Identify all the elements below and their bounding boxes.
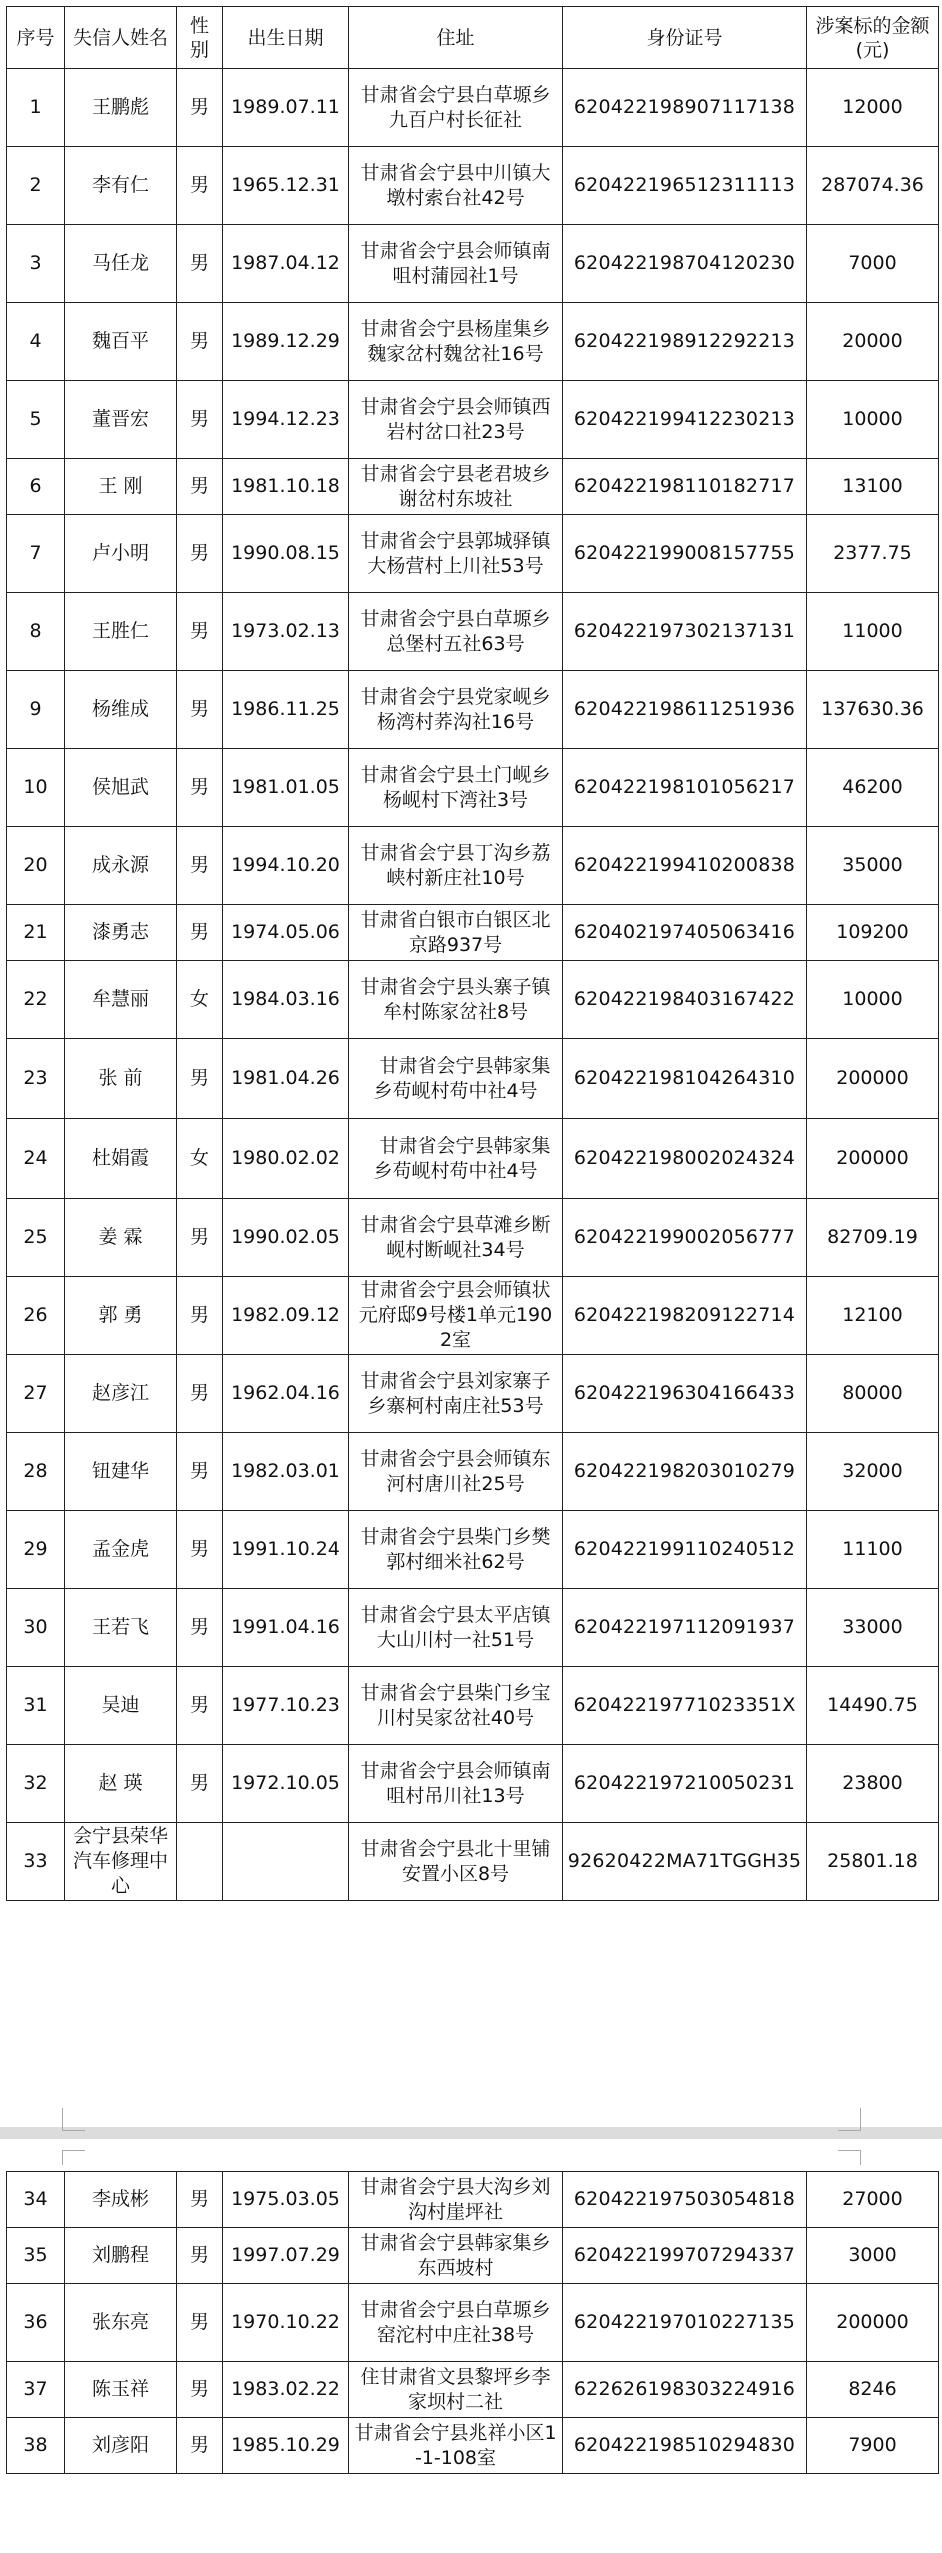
- cell-sex: 男: [177, 381, 223, 459]
- cell-no: 6: [7, 459, 65, 515]
- cell-address: 甘肃省会宁县韩家集乡苟岘村苟中社4号: [349, 1039, 563, 1119]
- cell-name: 漆勇志: [65, 905, 177, 961]
- cell-no: 31: [7, 1667, 65, 1745]
- cell-amount: 80000: [807, 1355, 939, 1433]
- cell-sex: 男: [177, 671, 223, 749]
- table-row: [7, 1745, 939, 1823]
- cell-sex: 男: [177, 593, 223, 671]
- cell-amount: 23800: [807, 1745, 939, 1823]
- table-row: [7, 147, 939, 225]
- cell-dob: 1987.04.12: [223, 225, 349, 303]
- cell-no: 10: [7, 749, 65, 827]
- cell-address: 甘肃省会宁县韩家集乡苟岘村苟中社4号: [349, 1119, 563, 1199]
- cell-name: 张东亮: [65, 2284, 177, 2362]
- table-row: [7, 905, 939, 961]
- cell-no: 38: [7, 2418, 65, 2474]
- cell-dob: 1994.12.23: [223, 381, 349, 459]
- cell-name: 杜娟霞: [65, 1119, 177, 1199]
- cell-no: 32: [7, 1745, 65, 1823]
- cell-id: 620422199412230213: [563, 381, 807, 459]
- table-row: [7, 1433, 939, 1511]
- cell-amount: 200000: [807, 1039, 939, 1119]
- cell-dob: 1994.10.20: [223, 827, 349, 905]
- cell-id: 622626198303224916: [563, 2362, 807, 2418]
- cell-no: 7: [7, 515, 65, 593]
- cell-address: 甘肃省会宁县刘家寨子乡寨柯村南庄社53号: [349, 1355, 563, 1433]
- cell-address: 甘肃省会宁县白草塬乡九百户村长征社: [349, 69, 563, 147]
- cell-no: 37: [7, 2362, 65, 2418]
- cell-no: 29: [7, 1511, 65, 1589]
- cell-no: 36: [7, 2284, 65, 2362]
- table-row: [7, 2284, 939, 2362]
- cell-id: 620422197112091937: [563, 1589, 807, 1667]
- table-row: [7, 1667, 939, 1745]
- table-row: [7, 1039, 939, 1119]
- debtor-table-page-2: [6, 2171, 939, 2474]
- cell-sex: 男: [177, 827, 223, 905]
- cell-amount: 11100: [807, 1511, 939, 1589]
- cell-address: 甘肃省会宁县党家岘乡杨湾村荞沟社16号: [349, 671, 563, 749]
- table-row: [7, 671, 939, 749]
- cell-name: 王胜仁: [65, 593, 177, 671]
- cell-sex: 男: [177, 1511, 223, 1589]
- table-row: [7, 459, 939, 515]
- table-row: [7, 1355, 939, 1433]
- table-row: [7, 2228, 939, 2284]
- table-row: [7, 2418, 939, 2474]
- cell-amount: 12000: [807, 69, 939, 147]
- cell-dob: 1982.03.01: [223, 1433, 349, 1511]
- cell-amount: 12100: [807, 1277, 939, 1355]
- cell-no: 30: [7, 1589, 65, 1667]
- cell-address: 甘肃省会宁县会师镇南咀村蒲园社1号: [349, 225, 563, 303]
- table-row: [7, 1823, 939, 1901]
- cell-sex: 男: [177, 2362, 223, 2418]
- cell-address: 甘肃省会宁县老君坡乡谢岔村东坡社: [349, 459, 563, 515]
- cell-dob: 1962.04.16: [223, 1355, 349, 1433]
- header-row: [7, 7, 939, 69]
- cell-amount: 7000: [807, 225, 939, 303]
- table-row: [7, 225, 939, 303]
- cell-dob: 1973.02.13: [223, 593, 349, 671]
- cell-dob: 1981.04.26: [223, 1039, 349, 1119]
- cell-id: 620422198104264310: [563, 1039, 807, 1119]
- cell-id: 620422197010227135: [563, 2284, 807, 2362]
- cell-id: 620422198203010279: [563, 1433, 807, 1511]
- table-row: [7, 1199, 939, 1277]
- cell-sex: 男: [177, 515, 223, 593]
- cell-dob: 1982.09.12: [223, 1277, 349, 1355]
- cell-address: 甘肃省会宁县草滩乡断岘村断岘社34号: [349, 1199, 563, 1277]
- cell-dob: 1984.03.16: [223, 961, 349, 1039]
- header-name: 失信人姓名: [65, 7, 177, 69]
- cell-sex: 男: [177, 1039, 223, 1119]
- cell-sex: 男: [177, 1745, 223, 1823]
- cell-sex: 女: [177, 1119, 223, 1199]
- cell-address: 甘肃省会宁县会师镇西岩村岔口社23号: [349, 381, 563, 459]
- cell-dob: 1985.10.29: [223, 2418, 349, 2474]
- cell-id: 620422198912292213: [563, 303, 807, 381]
- cell-amount: 32000: [807, 1433, 939, 1511]
- cell-name: 张 前: [65, 1039, 177, 1119]
- cell-sex: 男: [177, 1355, 223, 1433]
- header-dob: 出生日期: [223, 7, 349, 69]
- cell-address: 甘肃省会宁县会师镇状元府邸9号楼1单元1902室: [349, 1277, 563, 1355]
- cell-dob: 1986.11.25: [223, 671, 349, 749]
- cell-amount: 13100: [807, 459, 939, 515]
- cell-no: 4: [7, 303, 65, 381]
- cell-name: 刘彦阳: [65, 2418, 177, 2474]
- cell-name: 杨维成: [65, 671, 177, 749]
- cell-sex: [177, 1823, 223, 1901]
- table-row: [7, 1589, 939, 1667]
- cell-id: 620422199002056777: [563, 1199, 807, 1277]
- cell-dob: 1989.12.29: [223, 303, 349, 381]
- cell-sex: 男: [177, 749, 223, 827]
- cell-id: 620422198510294830: [563, 2418, 807, 2474]
- cell-name: 马任龙: [65, 225, 177, 303]
- cell-amount: 3000: [807, 2228, 939, 2284]
- cell-no: 26: [7, 1277, 65, 1355]
- cell-amount: 200000: [807, 2284, 939, 2362]
- cell-no: 28: [7, 1433, 65, 1511]
- cell-id: 620422198907117138: [563, 69, 807, 147]
- cell-sex: 男: [177, 225, 223, 303]
- cell-id: 62042219771023351X: [563, 1667, 807, 1745]
- cell-id: 620422199410200838: [563, 827, 807, 905]
- cell-name: 成永源: [65, 827, 177, 905]
- cell-no: 23: [7, 1039, 65, 1119]
- cell-address: 甘肃省会宁县柴门乡樊郭村细米社62号: [349, 1511, 563, 1589]
- cell-no: 8: [7, 593, 65, 671]
- cell-address: 甘肃省会宁县太平店镇大山川村一社51号: [349, 1589, 563, 1667]
- cell-id: 620422198002024324: [563, 1119, 807, 1199]
- cell-sex: 男: [177, 1277, 223, 1355]
- cell-address: 甘肃省会宁县兆祥小区1-1-108室: [349, 2418, 563, 2474]
- cell-sex: 女: [177, 961, 223, 1039]
- cell-id: 620422198101056217: [563, 749, 807, 827]
- cell-id: 620422196512311113: [563, 147, 807, 225]
- cell-id: 620422197210050231: [563, 1745, 807, 1823]
- cell-address: 甘肃省会宁县头寨子镇牟村陈家岔社8号: [349, 961, 563, 1039]
- cell-id: 92620422MA71TGGH35: [563, 1823, 807, 1901]
- header-no: 序号: [7, 7, 65, 69]
- cell-sex: 男: [177, 303, 223, 381]
- cell-dob: 1989.07.11: [223, 69, 349, 147]
- cell-id: 620422198403167422: [563, 961, 807, 1039]
- cell-address: 住甘肃省文县黎坪乡李家坝村二社: [349, 2362, 563, 2418]
- cell-no: 1: [7, 69, 65, 147]
- cell-no: 34: [7, 2172, 65, 2228]
- cell-address: 甘肃省会宁县白草塬乡总堡村五社63号: [349, 593, 563, 671]
- cell-amount: 287074.36: [807, 147, 939, 225]
- cell-amount: 10000: [807, 961, 939, 1039]
- cell-dob: 1975.03.05: [223, 2172, 349, 2228]
- table-row: [7, 593, 939, 671]
- cell-no: 25: [7, 1199, 65, 1277]
- cell-dob: [223, 1823, 349, 1901]
- cell-dob: 1972.10.05: [223, 1745, 349, 1823]
- cell-name: 郭 勇: [65, 1277, 177, 1355]
- cell-dob: 1983.02.22: [223, 2362, 349, 2418]
- table-row: [7, 69, 939, 147]
- cell-id: 620422198209122714: [563, 1277, 807, 1355]
- cell-id: 620422197503054818: [563, 2172, 807, 2228]
- cell-sex: 男: [177, 459, 223, 515]
- cell-name: 卢小明: [65, 515, 177, 593]
- cell-name: 刘鹏程: [65, 2228, 177, 2284]
- cell-no: 20: [7, 827, 65, 905]
- page-separator: [0, 2127, 942, 2139]
- document-page-2: [0, 2165, 942, 2553]
- cell-id: 620422198110182717: [563, 459, 807, 515]
- debtor-table-page-1: [6, 6, 939, 1901]
- table-row: [7, 1119, 939, 1199]
- cell-address: 甘肃省会宁县会师镇东河村唐川社25号: [349, 1433, 563, 1511]
- cell-address: 甘肃省会宁县中川镇大墩村索台社42号: [349, 147, 563, 225]
- cell-amount: 20000: [807, 303, 939, 381]
- cell-sex: 男: [177, 69, 223, 147]
- cell-id: 620422198611251936: [563, 671, 807, 749]
- crop-mark: [62, 2108, 85, 2131]
- crop-mark: [838, 2108, 861, 2131]
- header-amount: 涉案标的金额(元): [807, 7, 939, 69]
- cell-no: 3: [7, 225, 65, 303]
- cell-sex: 男: [177, 1667, 223, 1745]
- cell-id: 620422196304166433: [563, 1355, 807, 1433]
- cell-sex: 男: [177, 2228, 223, 2284]
- header-sex: 性别: [177, 7, 223, 69]
- cell-id: 620422199707294337: [563, 2228, 807, 2284]
- cell-address: 甘肃省会宁县杨崖集乡魏家岔村魏岔社16号: [349, 303, 563, 381]
- cell-address: 甘肃省会宁县大沟乡刘沟村崖坪社: [349, 2172, 563, 2228]
- cell-amount: 137630.36: [807, 671, 939, 749]
- cell-amount: 25801.18: [807, 1823, 939, 1901]
- cell-address: 甘肃省会宁县会师镇南咀村吊川社13号: [349, 1745, 563, 1823]
- cell-dob: 1981.10.18: [223, 459, 349, 515]
- cell-id: 620422199008157755: [563, 515, 807, 593]
- cell-address: 甘肃省会宁县韩家集乡东西坡村: [349, 2228, 563, 2284]
- table-row: [7, 2362, 939, 2418]
- cell-amount: 109200: [807, 905, 939, 961]
- cell-name: 侯旭武: [65, 749, 177, 827]
- table-row: [7, 381, 939, 459]
- header-id: 身份证号: [563, 7, 807, 69]
- cell-name: 赵 瑛: [65, 1745, 177, 1823]
- cell-id: 620402197405063416: [563, 905, 807, 961]
- cell-dob: 1970.10.22: [223, 2284, 349, 2362]
- cell-amount: 8246: [807, 2362, 939, 2418]
- cell-no: 22: [7, 961, 65, 1039]
- cell-name: 孟金虎: [65, 1511, 177, 1589]
- cell-dob: 1997.07.29: [223, 2228, 349, 2284]
- table-row: [7, 2172, 939, 2228]
- cell-amount: 82709.19: [807, 1199, 939, 1277]
- cell-name: 董晋宏: [65, 381, 177, 459]
- cell-name: 钮建华: [65, 1433, 177, 1511]
- table-row: [7, 961, 939, 1039]
- cell-amount: 11000: [807, 593, 939, 671]
- cell-name: 会宁县荣华汽车修理中心: [65, 1823, 177, 1901]
- cell-dob: 1991.10.24: [223, 1511, 349, 1589]
- table-row: [7, 749, 939, 827]
- cell-name: 王若飞: [65, 1589, 177, 1667]
- cell-amount: 2377.75: [807, 515, 939, 593]
- cell-dob: 1980.02.02: [223, 1119, 349, 1199]
- table-row: [7, 515, 939, 593]
- cell-dob: 1974.05.06: [223, 905, 349, 961]
- cell-sex: 男: [177, 1199, 223, 1277]
- cell-dob: 1990.02.05: [223, 1199, 349, 1277]
- cell-no: 33: [7, 1823, 65, 1901]
- cell-address: 甘肃省白银市白银区北京路937号: [349, 905, 563, 961]
- cell-name: 赵彦江: [65, 1355, 177, 1433]
- cell-no: 35: [7, 2228, 65, 2284]
- cell-name: 吴迪: [65, 1667, 177, 1745]
- cell-amount: 46200: [807, 749, 939, 827]
- cell-sex: 男: [177, 2172, 223, 2228]
- cell-no: 2: [7, 147, 65, 225]
- cell-sex: 男: [177, 1433, 223, 1511]
- cell-amount: 7900: [807, 2418, 939, 2474]
- cell-address: 甘肃省会宁县丁沟乡荔峡村新庄社10号: [349, 827, 563, 905]
- cell-address: 甘肃省会宁县郭城驿镇大杨营村上川社53号: [349, 515, 563, 593]
- cell-no: 27: [7, 1355, 65, 1433]
- cell-dob: 1990.08.15: [223, 515, 349, 593]
- cell-name: 牟慧丽: [65, 961, 177, 1039]
- cell-amount: 33000: [807, 1589, 939, 1667]
- cell-address: 甘肃省会宁县柴门乡宝川村吴家岔社40号: [349, 1667, 563, 1745]
- cell-sex: 男: [177, 1589, 223, 1667]
- table-row: [7, 827, 939, 905]
- cell-no: 21: [7, 905, 65, 961]
- cell-sex: 男: [177, 2418, 223, 2474]
- cell-name: 王鹏彪: [65, 69, 177, 147]
- cell-name: 姜 霖: [65, 1199, 177, 1277]
- cell-address: 甘肃省会宁县北十里铺安置小区8号: [349, 1823, 563, 1901]
- cell-amount: 200000: [807, 1119, 939, 1199]
- cell-no: 24: [7, 1119, 65, 1199]
- cell-sex: 男: [177, 905, 223, 961]
- header-address: 住址: [349, 7, 563, 69]
- cell-amount: 35000: [807, 827, 939, 905]
- cell-id: 620422198704120230: [563, 225, 807, 303]
- cell-id: 620422197302137131: [563, 593, 807, 671]
- cell-dob: 1981.01.05: [223, 749, 349, 827]
- cell-name: 陈玉祥: [65, 2362, 177, 2418]
- cell-no: 5: [7, 381, 65, 459]
- cell-id: 620422199110240512: [563, 1511, 807, 1589]
- cell-address: 甘肃省会宁县土门岘乡杨岘村下湾社3号: [349, 749, 563, 827]
- cell-amount: 27000: [807, 2172, 939, 2228]
- cell-dob: 1991.04.16: [223, 1589, 349, 1667]
- cell-no: 9: [7, 671, 65, 749]
- cell-dob: 1965.12.31: [223, 147, 349, 225]
- cell-name: 王 刚: [65, 459, 177, 515]
- cell-amount: 10000: [807, 381, 939, 459]
- cell-sex: 男: [177, 147, 223, 225]
- cell-address: 甘肃省会宁县白草塬乡窑沱村中庄社38号: [349, 2284, 563, 2362]
- table-row: [7, 1511, 939, 1589]
- cell-amount: 14490.75: [807, 1667, 939, 1745]
- cell-dob: 1977.10.23: [223, 1667, 349, 1745]
- cell-name: 李有仁: [65, 147, 177, 225]
- cell-name: 魏百平: [65, 303, 177, 381]
- table-row: [7, 1277, 939, 1355]
- cell-sex: 男: [177, 2284, 223, 2362]
- cell-name: 李成彬: [65, 2172, 177, 2228]
- table-row: [7, 303, 939, 381]
